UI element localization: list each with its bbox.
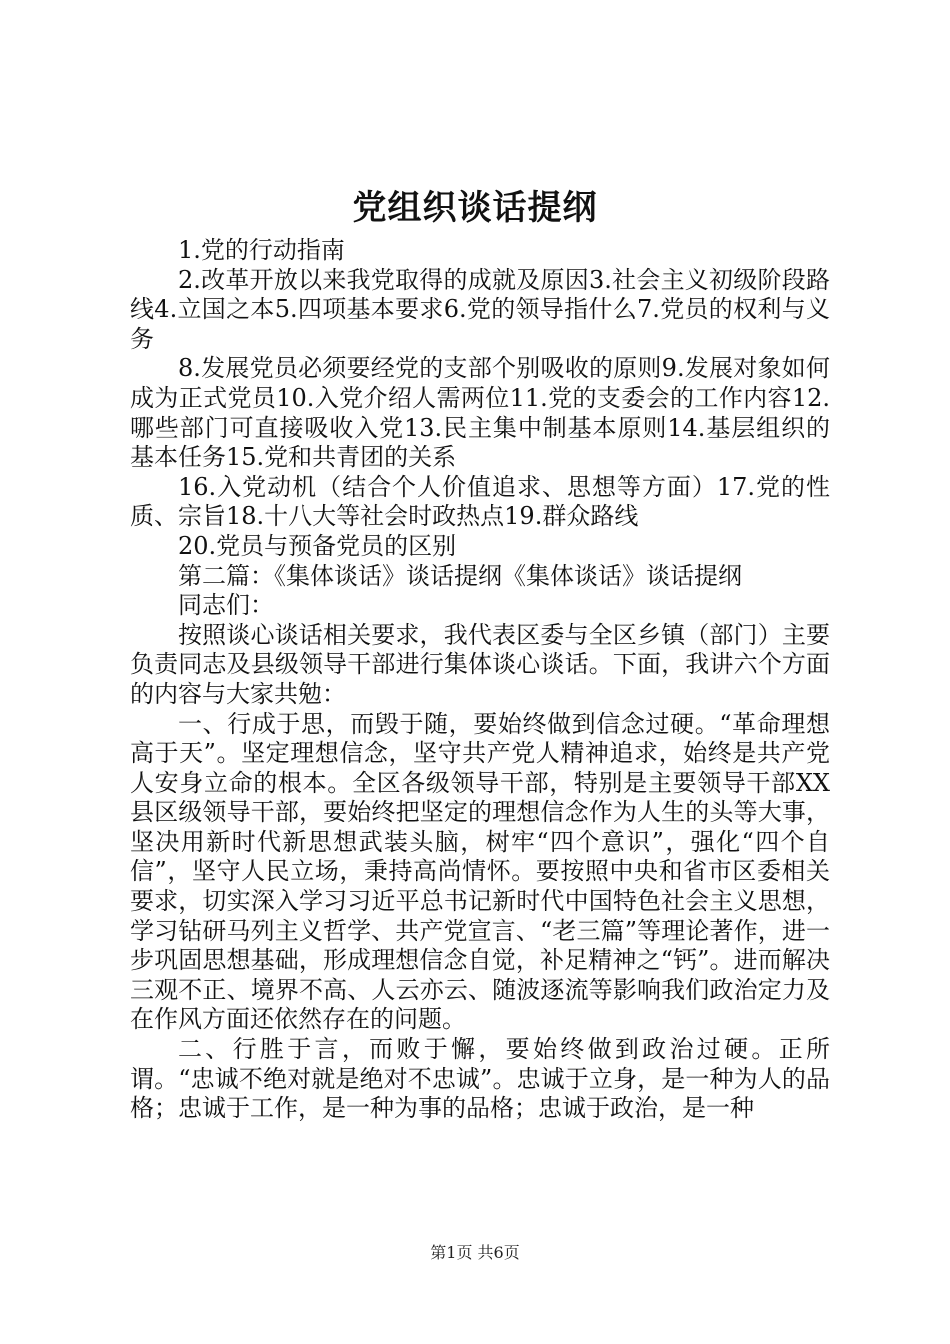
paragraph-10: 二、行胜于言，而败于懈，要始终做到政治过硬。正所谓。“忠诚不绝对就是绝对不忠诚”。忠诚于立身，是一种为人的品格；忠诚于工作，是一种为事的品格；忠诚于政治，是一种 (130, 1035, 830, 1123)
paragraph-3: 8.发展党员必须要经党的支部个别吸收的原则9.发展对象如何成为正式党员10.入党介绍人需两位11.党的支委会的工作内容12.哪些部门可直接吸收入党13.民主集中制基本原则14.基层组织的基本任务15.党和共青团的关系 (130, 354, 830, 472)
document-title: 党组织谈话提纲 (352, 188, 598, 228)
page-footer: 第1页 共6页 (430, 1243, 520, 1262)
paragraph-4: 16.入党动机（结合个人价值追求、思想等方面）17.党的性质、宗旨18.十八大等社会时政热点19.群众路线 (130, 472, 830, 531)
paragraph-7: 同志们： (178, 591, 274, 620)
paragraph-2: 2.改革开放以来我党取得的成就及原因3.社会主义初级阶段路线4.立国之本5.四项基本要求6.党的领导指什么7.党员的权利与义务 (130, 265, 830, 353)
paragraph-6: 第二篇：《集体谈话》谈话提纲《集体谈话》谈话提纲 (178, 561, 742, 590)
paragraph-9: 一、行成于思，而毁于随，要始终做到信念过硬。“革命理想高于天”。坚定理想信念，坚守共产党人精神追求，始终是共产党人安身立命的根本。全区各级领导干部，特别是主要领导干部XX县区级领导干部，要始终把坚定的理想信念作为人生的头等大事，坚决用新时代新思想武装头脑，树牢“四个意识”，强化“四个自信”，坚守人民立场，秉持高尚情怀。要按照中央和省市区委相关要求，切实深入学习习近平总书记新时代中国特色社会主义思想，学习钻研马列主义哲学、共产党宣言、“老三篇”等理论著作，进一步巩固思想基础，形成理想信念自觉，补足精神之“钙”。进而解决三观不正、境界不高、人云亦云、随波逐流等影响我们政治定力及在作风方面还依然存在的问题。 (130, 709, 830, 1034)
paragraph-1: 1.党的行动指南 (178, 236, 345, 264)
document-body (130, 236, 830, 1124)
paragraph-5: 20.党员与预备党员的区别 (178, 531, 457, 560)
paragraph-8: 按照谈心谈话相关要求，我代表区委与全区乡镇（部门）主要负责同志及县级领导干部进行集体谈心谈话。下面，我讲六个方面的内容与大家共勉： (130, 620, 830, 708)
